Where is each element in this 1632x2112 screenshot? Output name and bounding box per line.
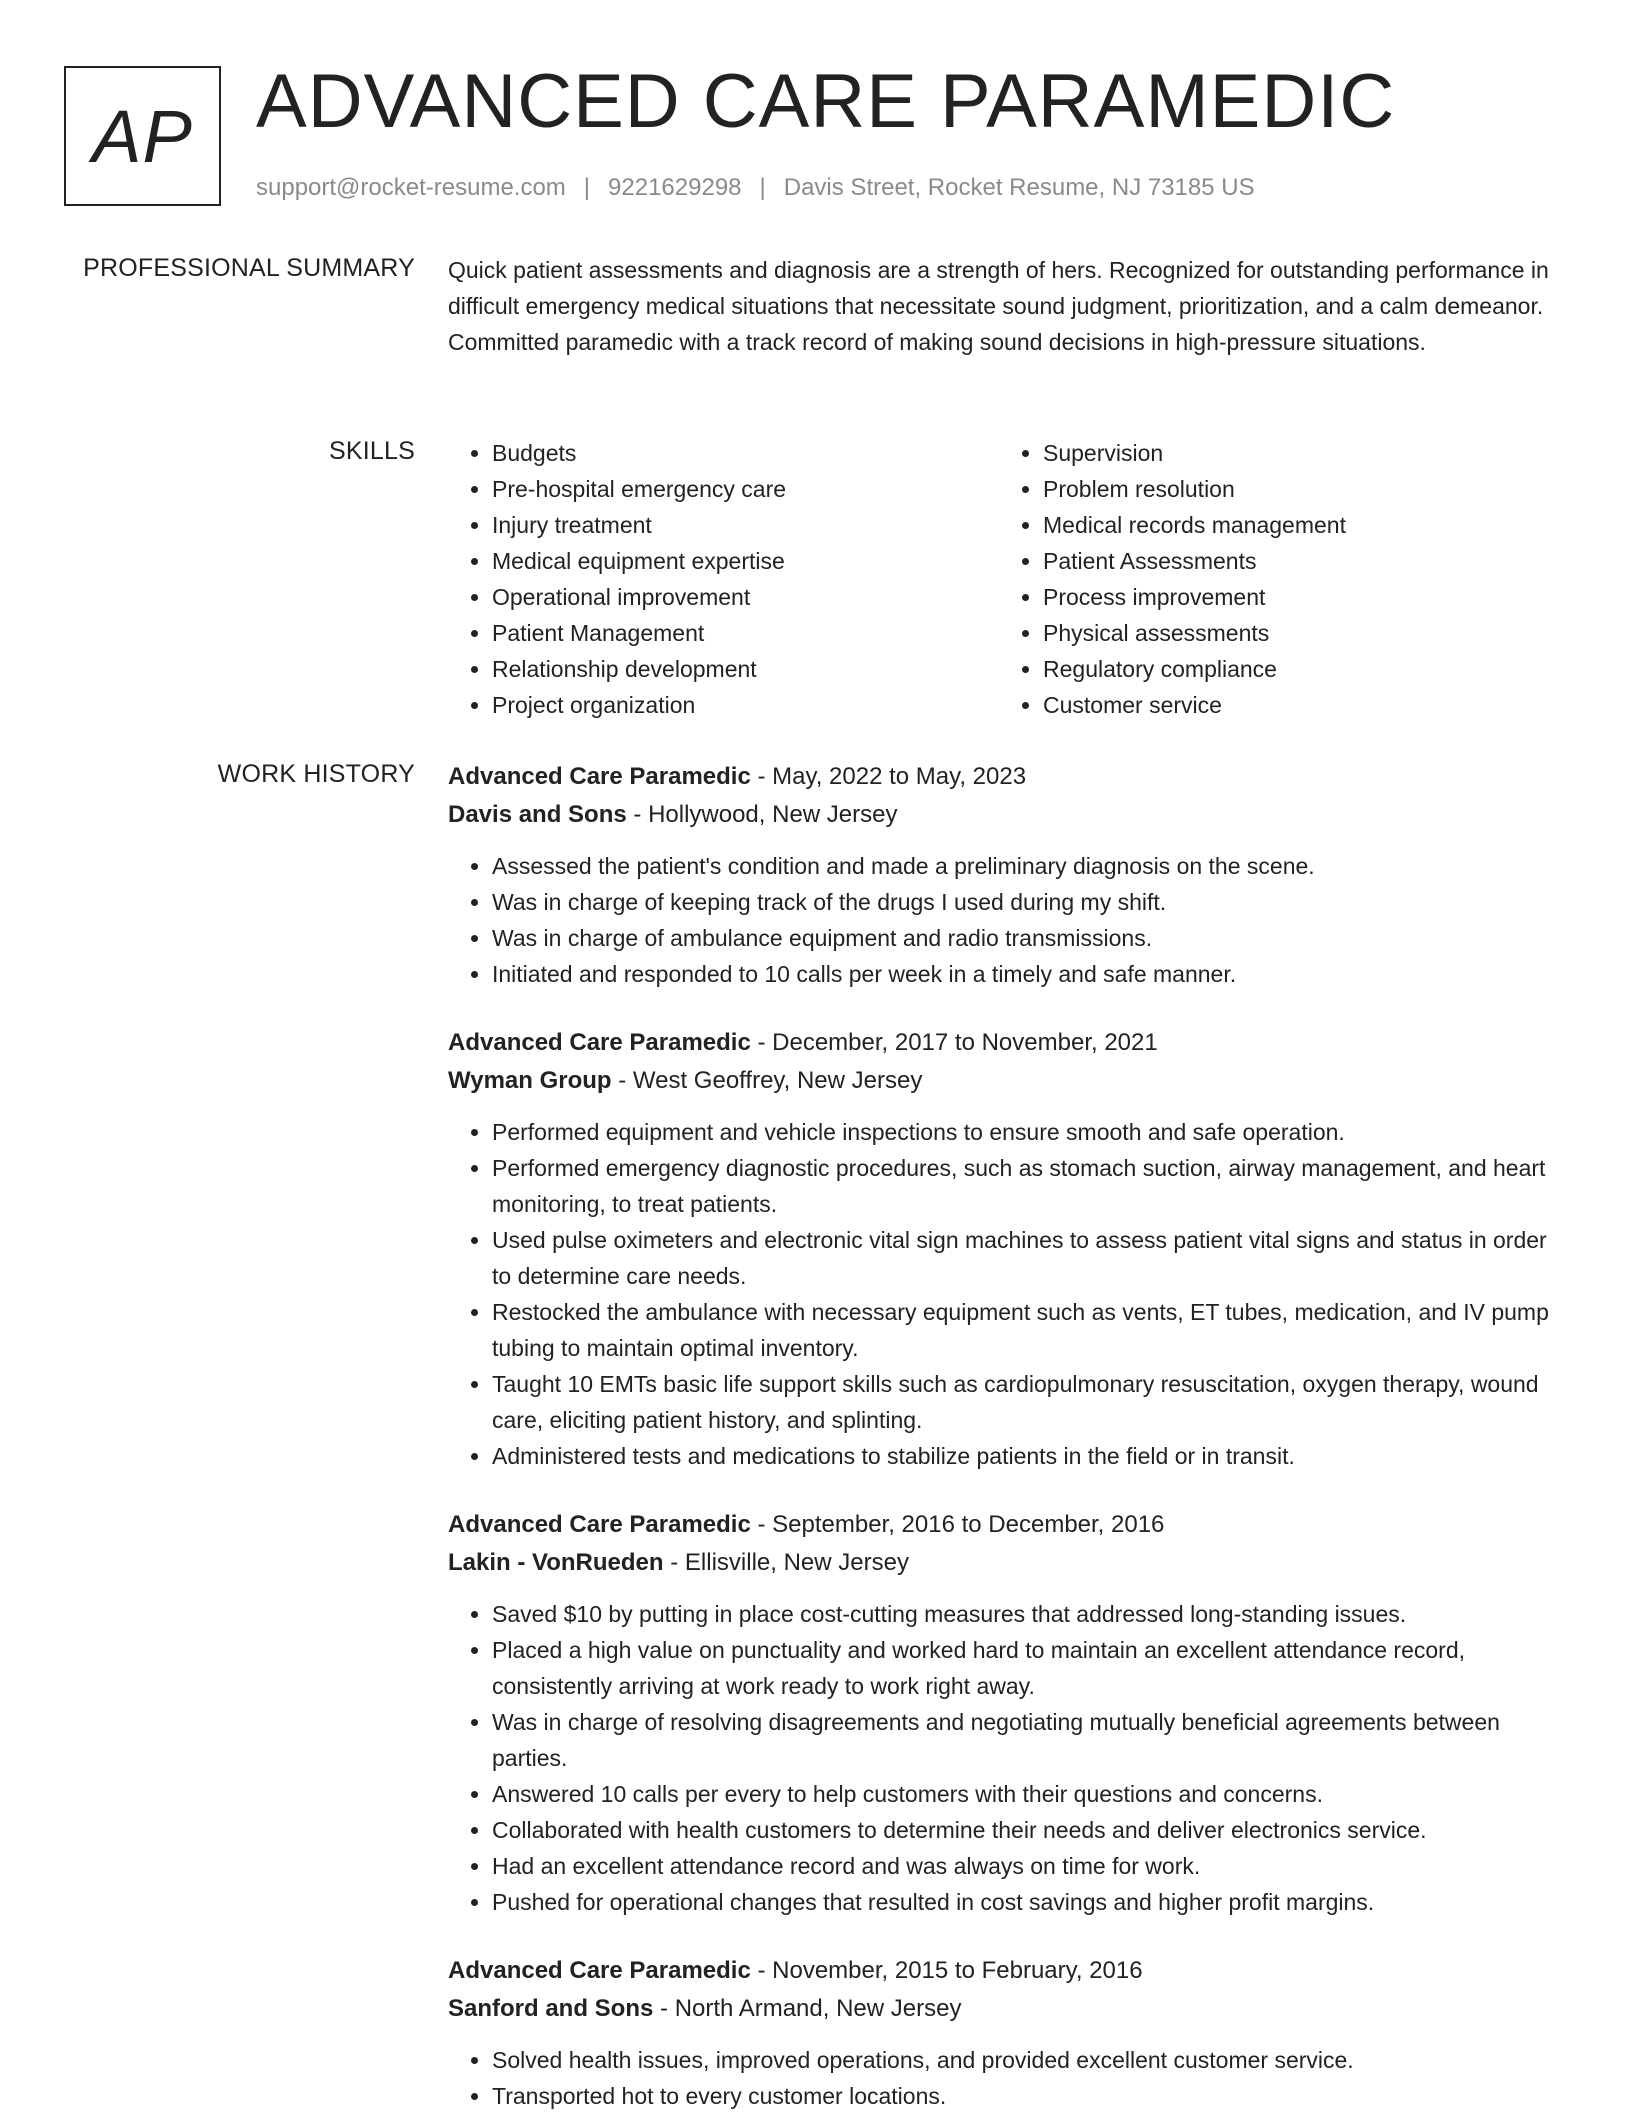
contact-phone: 9221629298	[608, 174, 742, 201]
section-title-work-history: WORK HISTORY	[217, 760, 415, 788]
skill-item: • Process improvement	[1043, 579, 1550, 615]
job-location: - Hollywood, New Jersey	[626, 801, 898, 828]
job-bullet: • Answered 10 calls per every to help customers with their questions and concerns.	[492, 1776, 1568, 1812]
monogram-box	[64, 66, 221, 206]
contact-separator: |	[583, 174, 591, 201]
skill-item: • Injury treatment	[492, 507, 999, 543]
skill-item: • Customer service	[1043, 687, 1550, 723]
job-bullet: • Transported hot to every customer locations.	[492, 2078, 1568, 2112]
candidate-title: ADVANCED CARE PARAMEDIC	[256, 59, 1396, 144]
job-bullet: • Collaborated with health customers to determine their needs and deliver electronics service.	[492, 1812, 1568, 1848]
job-company: Davis and Sons	[448, 801, 627, 828]
job-dates: - November, 2015 to February, 2016	[750, 1957, 1143, 1984]
job-role: Advanced Care Paramedic	[448, 1029, 751, 1056]
job-dates: - September, 2016 to December, 2016	[750, 1511, 1165, 1538]
job-role-line	[448, 758, 1568, 796]
work-history-body	[448, 758, 1568, 2112]
job-role: Advanced Care Paramedic	[448, 763, 751, 790]
job-dates: - May, 2022 to May, 2023	[750, 763, 1027, 790]
job-company-line	[448, 1990, 1568, 2028]
contact-address: Davis Street, Rocket Resume, NJ 73185 US	[783, 174, 1255, 201]
job-bullet: • Initiated and responded to 10 calls per week in a timely and safe manner.	[492, 956, 1568, 992]
skills-list-left	[448, 435, 999, 723]
job-entry	[448, 758, 1568, 992]
skill-item: • Supervision	[1043, 435, 1550, 471]
job-entry	[448, 1952, 1568, 2112]
summary-body	[448, 252, 1568, 360]
monogram-initials: AP	[92, 94, 193, 178]
job-bullet: • Placed a high value on punctuality and worked hard to maintain an excellent attendance record, consistently arriving at work ready to work right away.	[492, 1632, 1568, 1704]
job-location: - West Geoffrey, New Jersey	[611, 1067, 923, 1094]
job-company: Sanford and Sons	[448, 1995, 654, 2022]
summary-text: Quick patient assessments and diagnosis are a strength of hers. Recognized for outstanding performance in difficult emergency medical situations that necessitate sound judgment, prioritization, and a calm demeanor. Committed paramedic with a track record of making sound decisions in high-pressure situations.	[448, 257, 1549, 355]
job-company-line	[448, 796, 1568, 834]
job-bullet-list	[448, 848, 1568, 992]
job-bullet: • Performed equipment and vehicle inspections to ensure smooth and safe operation.	[492, 1114, 1568, 1150]
job-bullet: • Administered tests and medications to stabilize patients in the field or in transit.	[492, 1438, 1568, 1474]
job-role: Advanced Care Paramedic	[448, 1511, 751, 1538]
job-company: Lakin - VonRueden	[448, 1549, 664, 1576]
job-bullet: • Pushed for operational changes that resulted in cost savings and higher profit margins.	[492, 1884, 1568, 1920]
skill-item: • Pre-hospital emergency care	[492, 471, 999, 507]
job-role-line	[448, 1952, 1568, 1990]
job-role: Advanced Care Paramedic	[448, 1957, 751, 1984]
skills-body	[448, 435, 1568, 723]
job-role-line	[448, 1506, 1568, 1544]
job-bullet: • Taught 10 EMTs basic life support skills such as cardiopulmonary resuscitation, oxygen therapy, wound care, eliciting patient history, and splinting.	[492, 1366, 1568, 1438]
job-bullet-list	[448, 1114, 1568, 1474]
skill-item: • Patient Management	[492, 615, 999, 651]
section-title-skills: SKILLS	[329, 437, 415, 465]
skills-list-right	[999, 435, 1550, 723]
job-bullet-list	[448, 2042, 1568, 2112]
job-entry	[448, 1506, 1568, 1920]
skill-item: • Regulatory compliance	[1043, 651, 1550, 687]
job-bullet: • Assessed the patient's condition and made a preliminary diagnosis on the scene.	[492, 848, 1568, 884]
job-location: - Ellisville, New Jersey	[663, 1549, 909, 1576]
job-entry	[448, 1024, 1568, 1474]
contact-separator: |	[759, 174, 766, 201]
job-role-line	[448, 1024, 1568, 1062]
skill-item: • Problem resolution	[1043, 471, 1550, 507]
job-bullet: • Had an excellent attendance record and was always on time for work.	[492, 1848, 1568, 1884]
job-location: - North Armand, New Jersey	[653, 1995, 962, 2022]
job-dates: - December, 2017 to November, 2021	[750, 1029, 1158, 1056]
section-title-summary: PROFESSIONAL SUMMARY	[83, 254, 415, 282]
job-bullet: • Saved $10 by putting in place cost-cutting measures that addressed long-standing issues.	[492, 1596, 1568, 1632]
skill-item: • Medical equipment expertise	[492, 543, 999, 579]
job-bullet: • Restocked the ambulance with necessary equipment such as vents, ET tubes, medication, and IV pump tubing to maintain optimal inventory.	[492, 1294, 1568, 1366]
job-bullet: • Solved health issues, improved operations, and provided excellent customer service.	[492, 2042, 1568, 2078]
skill-item: • Physical assessments	[1043, 615, 1550, 651]
job-bullet: • Was in charge of ambulance equipment and radio transmissions.	[492, 920, 1568, 956]
job-company-line	[448, 1544, 1568, 1582]
skill-item: • Medical records management	[1043, 507, 1550, 543]
job-bullet: • Was in charge of resolving disagreements and negotiating mutually beneficial agreements between parties.	[492, 1704, 1568, 1776]
job-bullet: • Was in charge of keeping track of the drugs I used during my shift.	[492, 884, 1568, 920]
contact-email: support@rocket-resume.com	[256, 174, 566, 201]
job-company-line	[448, 1062, 1568, 1100]
skill-item: • Relationship development	[492, 651, 999, 687]
job-bullet: • Used pulse oximeters and electronic vital sign machines to assess patient vital signs and status in order to determine care needs.	[492, 1222, 1568, 1294]
job-bullet-list	[448, 1596, 1568, 1920]
skill-item: • Budgets	[492, 435, 999, 471]
skill-item: • Operational improvement	[492, 579, 999, 615]
skill-item: • Project organization	[492, 687, 999, 723]
skill-item: • Patient Assessments	[1043, 543, 1550, 579]
job-company: Wyman Group	[448, 1067, 612, 1094]
contact-line	[256, 174, 1255, 202]
skills-columns	[448, 435, 1568, 723]
job-bullet: • Performed emergency diagnostic procedures, such as stomach suction, airway management, and heart monitoring, to treat patients.	[492, 1150, 1568, 1222]
